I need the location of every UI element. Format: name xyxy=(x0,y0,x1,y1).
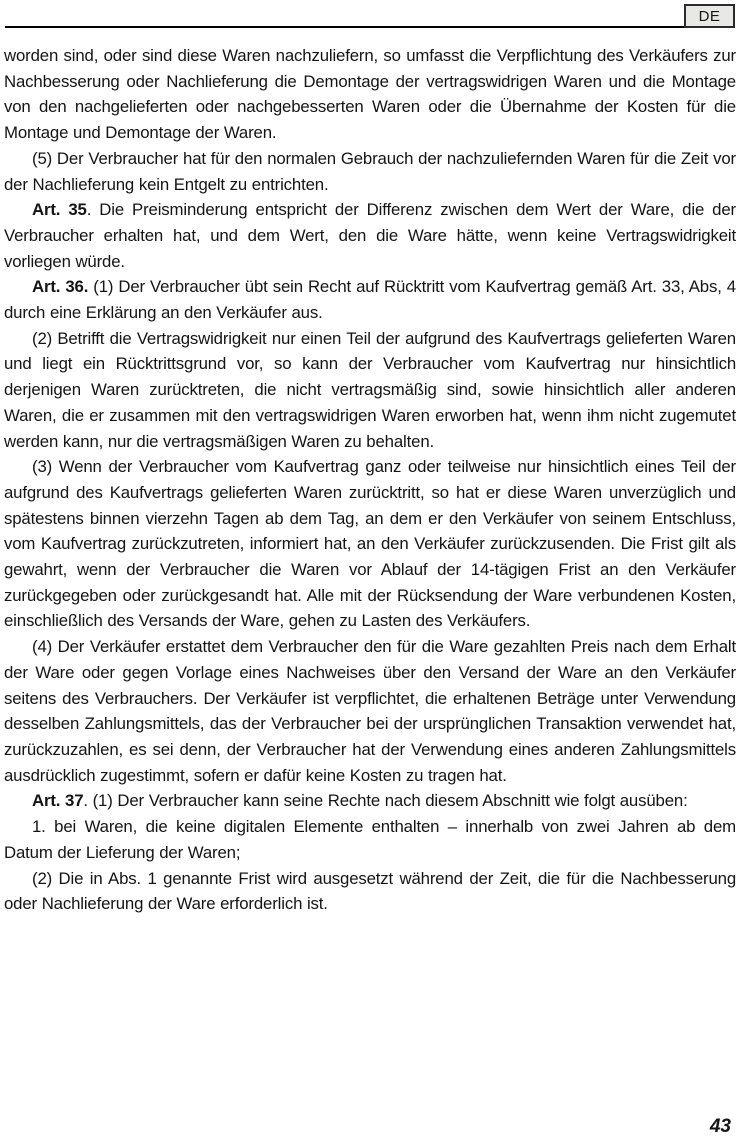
paragraph: (2) Betrifft die Vertragswidrigkeit nur einen Teil der aufgrund des Kaufvertrags gelieferten Waren und liegt ein Rücktrittsgrund vor, so kann der Verbraucher vom Kaufvertrag nur hinsichtlich derjenigen Waren zurücktreten, die nicht vertragsmäßig sind, sowie hinsichtlich aller anderen Waren, die er zusammen mit den vertragswidrigen Waren erworben hat, wenn ihm nicht zugemutet werden kann, nur die vertragsmäßigen Waren zu behalten. xyxy=(4,328,736,451)
paragraph: (5) Der Verbraucher hat für den normalen Gebrauch der nachzuliefernden Waren für die Zeit vor der Nachlieferung kein Entgelt zu entrichten. xyxy=(4,148,736,194)
paragraph: 1. bei Waren, die keine digitalen Elemente enthalten – innerhalb von zwei Jahren ab dem Datum der Lieferung der Waren; xyxy=(4,817,736,862)
paragraph: Art. 37. (1) Der Verbraucher kann seine Rechte nach diesem Abschnitt wie folgt ausüben: xyxy=(32,791,688,811)
header-rule xyxy=(5,26,685,28)
article-label: Art. 36. xyxy=(32,277,89,297)
document-body xyxy=(0,42,740,917)
paragraph: (2) Die in Abs. 1 genannte Frist wird ausgesetzt während der Zeit, die für die Nachbesserung oder Nachlieferung der Ware erforderlich ist. xyxy=(4,868,736,914)
paragraph: (4) Der Verkäufer erstattet dem Verbraucher den für die Ware gezahlten Preis nach dem Erhalt der Ware oder gegen Vorlage eines Nachweises über den Versand der Ware an den Verkäufer seitens des Verbrauchers. Der Verkäufer ist verpflichtet, die erhaltenen Beträge unter Verwendung desselben Zahlungsmittels, das der Verbraucher bei der ursprünglichen Transaktion verwendet hat, zurückzuzahlen, es sei denn, der Verbraucher hat der Verwendung eines anderen Zahlungsmittels ausdrücklich zugestimmt, sofern er dafür keine Kosten zu tragen hat. xyxy=(4,637,736,785)
page-header xyxy=(0,0,740,42)
paragraph: Art. 36. (1) Der Verbraucher übt sein Recht auf Rücktritt vom Kaufvertrag gemäß Art. 33, Abs, 4 durch eine Erklärung an den Verkäufer aus. xyxy=(4,277,736,323)
article-label: Art. 37 xyxy=(32,791,84,811)
page-number: 43 xyxy=(709,1116,731,1137)
language-badge: DE xyxy=(684,4,735,28)
paragraph: Art. 35. Die Preisminderung entspricht der Differenz zwischen dem Wert der Ware, die der Verbraucher erhalten hat, und dem Wert, den die Ware hätte, wenn keine Vertragswidrigkeit vorliegen würde. xyxy=(4,200,736,271)
paragraph: worden sind, oder sind diese Waren nachzuliefern, so umfasst die Verpflichtung des Verkäufers zur Nachbesserung oder Nachlieferung die Demontage der vertragswidrigen Waren und die Montage von den nachgelieferten oder nachgebesserten Waren oder die Übernahme der Kosten für die Montage und Demontage der Waren. xyxy=(4,46,736,143)
article-label: Art. 35 xyxy=(32,200,87,220)
paragraph: (3) Wenn der Verbraucher vom Kaufvertrag ganz oder teilweise nur hinsichtlich eines Teil der aufgrund des Kaufvertrags gelieferten Waren zurücktritt, so hat er diese Waren unverzüglich und spätestens binnen vierzehn Tagen ab dem Tag, an dem er den Verkäufer von seinem Entschluss, vom Kaufvertrag zurückzutreten, informiert hat, an den Verkäufer zurückzusenden. Die Frist gilt als gewahrt, wenn der Verbraucher die Waren vor Ablauf der 14-tägigen Frist an den Verkäufer zurückgegeben oder zurückgesandt hat. Alle mit der Rücksendung der Ware verbundenen Kosten, einschließlich des Versands der Ware, gehen zu Lasten des Verkäufers. xyxy=(4,457,736,631)
